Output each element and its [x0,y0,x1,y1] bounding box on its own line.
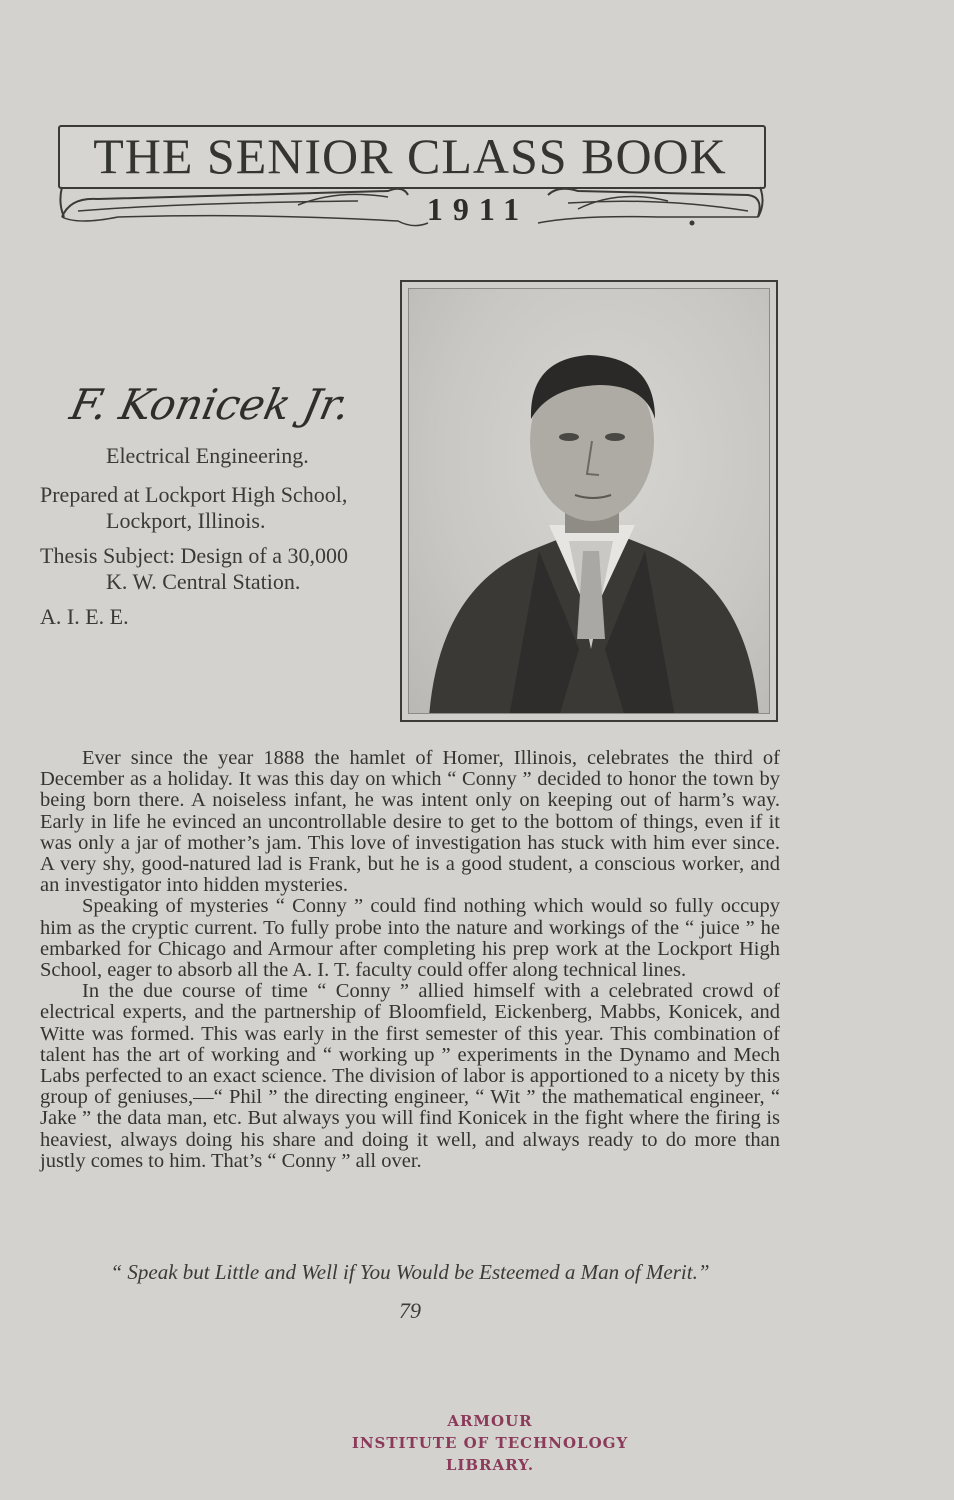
thesis-line1: Thesis Subject: Design of a 30,000 [40,543,348,568]
page-number: 79 [399,1298,421,1323]
prepared-line1: Prepared at Lockport High School, [40,482,348,507]
thesis-line2: K. W. Central Station. [106,569,301,594]
prepared-at [40,482,390,534]
department [40,443,390,469]
thesis-subject [40,543,390,595]
biography-paragraph-3: In the due course of time “ Conny ” allied himself with a celebrated crowd of electrical experts, and the partnership of Bloomfield, Eickenberg, Mabbs, Konicek, and Witte was formed. This was early in the first semester of this year. This combination of talent has the art of working and “ working up ” experiments in the Dynamo and Mech Labs perfected to an exact science. The division of labor is apportioned to a nicety by this group of geniuses,—“ Phil ” the directing engineer, “ Wit ” the mathematical engineer, “ Jake ” the data man, etc. But always you will find Konicek in the fight where the firing is heaviest, always doing his share and doing it well, and always ready to do more than justly comes to him. That’s “ Conny ” all over. [40,980,780,1172]
stamp-line-1: ARMOUR [447,1412,533,1430]
society [40,604,390,630]
department-text: Electrical Engineering. [106,443,309,468]
stamp-line-2: INSTITUTE OF TECHNOLOGY [351,1434,629,1452]
biography-paragraph-2: Speaking of mysteries “ Conny ” could find nothing which would so fully occupy him as the cryptic current. To fully probe into the nature and workings of the “ juice ” he embarked for Chicago and Armour after completing his prep work at the Lockport High School, eager to absorb all the A. I. T. faculty could offer along technical lines. [40,895,780,982]
handwritten-signature: F. Konicek Jr. [65,380,355,429]
portrait-image [408,288,770,714]
biography-text [40,748,780,1172]
society-text: A. I. E. E. [40,604,129,629]
header-banner [58,125,770,235]
prepared-line2: Lockport, Illinois. [106,508,266,533]
portrait-photo [400,280,778,722]
library-stamp [300,1410,680,1476]
motto: “ Speak but Little and Well if You Would be Esteemed a Man of Merit.” [110,1260,710,1284]
book-title: THE SENIOR CLASS BOOK [93,128,727,184]
biography-paragraph-1: Ever since the year 1888 the hamlet of Homer, Illinois, celebrates the third of December as a holiday. It was this day on which “ Conny ” decided to honor the town by being born there. A noiseless infant, he was intent only on keeping out of harm’s way. Early in life he evinced an uncontrollable desire to get to the bottom of things, even if it was only a jar of mother’s jam. This love of investigation has stuck with him ever since. A very shy, good-natured lad is Frank, but he is a good student, a conscious worker, and an investigator into hidden mysteries. [40,747,780,897]
portrait-figure [409,289,770,714]
class-year: 1911 [426,191,530,227]
stamp-line-3: LIBRARY. [445,1456,535,1474]
